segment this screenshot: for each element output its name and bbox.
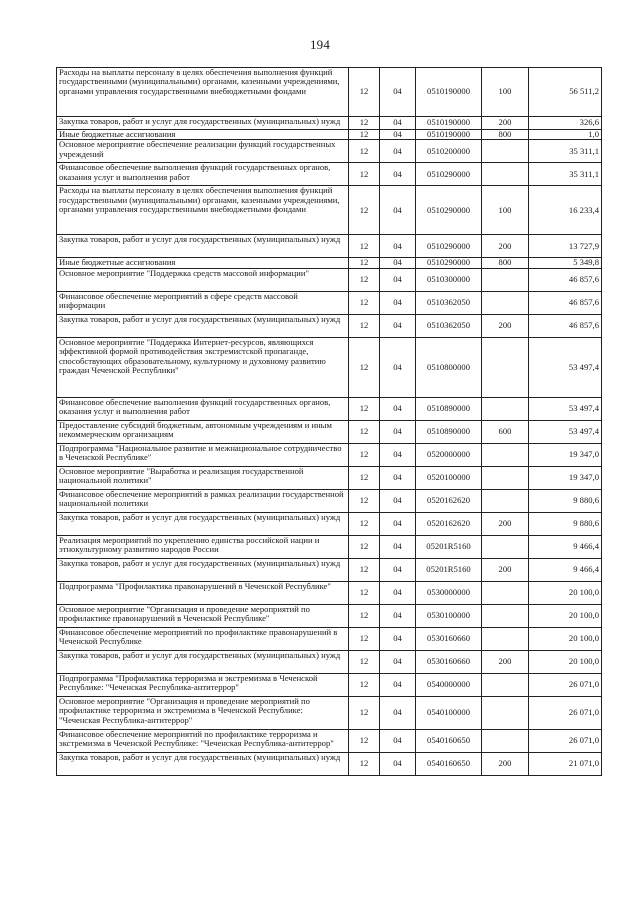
expense-type-code <box>482 581 529 604</box>
subsection-code: 04 <box>380 535 416 558</box>
amount: 326,6 <box>529 117 602 130</box>
amount: 26 071,0 <box>529 729 602 752</box>
amount: 26 071,0 <box>529 673 602 696</box>
item-name: Основное мероприятие "Поддержка средств массовой информации" <box>57 268 349 291</box>
target-code: 05201R5160 <box>416 535 482 558</box>
item-name: Расходы на выплаты персоналу в целях обеспечения выполнения функций государственными (муниципальными) органами, казенными учреждениями, органами управления государственными внебюджетными фондами <box>57 68 349 117</box>
amount: 20 100,0 <box>529 650 602 673</box>
expense-type-code: 200 <box>482 752 529 775</box>
subsection-code: 04 <box>380 604 416 627</box>
subsection-code: 04 <box>380 558 416 581</box>
expense-type-code <box>482 604 529 627</box>
target-code: 0510362050 <box>416 291 482 314</box>
section-code: 12 <box>349 535 380 558</box>
item-name: Подпрограмма "Профилактика правонарушений в Чеченской Республике" <box>57 581 349 604</box>
target-code: 0530000000 <box>416 581 482 604</box>
section-code: 12 <box>349 627 380 650</box>
target-code: 0510190000 <box>416 117 482 130</box>
table-row <box>57 489 602 512</box>
table-row <box>57 291 602 314</box>
page-number: 194 <box>309 37 331 52</box>
amount: 9 466,4 <box>529 535 602 558</box>
amount: 46 857,6 <box>529 314 602 337</box>
amount: 19 347,0 <box>529 466 602 489</box>
expense-type-code: 200 <box>482 117 529 130</box>
section-code: 12 <box>349 258 380 268</box>
target-code: 0510300000 <box>416 268 482 291</box>
table-row <box>57 314 602 337</box>
expense-type-code: 800 <box>482 130 529 140</box>
table-row <box>57 130 602 140</box>
table-row <box>57 512 602 535</box>
amount: 26 071,0 <box>529 696 602 729</box>
section-code: 12 <box>349 314 380 337</box>
target-code: 0520162620 <box>416 489 482 512</box>
target-code: 0540160650 <box>416 729 482 752</box>
table-row <box>57 581 602 604</box>
subsection-code: 04 <box>380 291 416 314</box>
subsection-code: 04 <box>380 650 416 673</box>
target-code: 0510362050 <box>416 314 482 337</box>
subsection-code: 04 <box>380 337 416 397</box>
expense-type-code <box>482 443 529 466</box>
amount: 46 857,6 <box>529 291 602 314</box>
amount: 20 100,0 <box>529 581 602 604</box>
section-code: 12 <box>349 443 380 466</box>
target-code: 0510190000 <box>416 130 482 140</box>
expense-type-code <box>482 729 529 752</box>
expense-type-code: 100 <box>482 68 529 117</box>
table-row <box>57 268 602 291</box>
amount: 1,0 <box>529 130 602 140</box>
item-name: Закупка товаров, работ и услуг для государственных (муниципальных) нужд <box>57 235 349 258</box>
section-code: 12 <box>349 140 380 163</box>
table-row <box>57 397 602 420</box>
item-name: Финансовое обеспечение мероприятий в сфере средств массовой информации <box>57 291 349 314</box>
target-code: 0540160650 <box>416 752 482 775</box>
expense-type-code <box>482 397 529 420</box>
subsection-code: 04 <box>380 68 416 117</box>
expense-type-code: 200 <box>482 235 529 258</box>
target-code: 0540000000 <box>416 673 482 696</box>
section-code: 12 <box>349 235 380 258</box>
subsection-code: 04 <box>380 186 416 235</box>
subsection-code: 04 <box>380 581 416 604</box>
target-code: 0540100000 <box>416 696 482 729</box>
item-name: Расходы на выплаты персоналу в целях обеспечения выполнения функций государственными (муниципальными) органами, казенными учреждениями, органами управления государственными внебюджетными фондами <box>57 186 349 235</box>
section-code: 12 <box>349 558 380 581</box>
item-name: Закупка товаров, работ и услуг для государственных (муниципальных) нужд <box>57 117 349 130</box>
target-code: 0510290000 <box>416 235 482 258</box>
item-name: Предоставление субсидий бюджетным, автономным учреждениям и иным некоммерческим организациям <box>57 420 349 443</box>
table-row <box>57 117 602 130</box>
expense-type-code <box>482 291 529 314</box>
target-code: 0530100000 <box>416 604 482 627</box>
table-row <box>57 337 602 397</box>
subsection-code: 04 <box>380 397 416 420</box>
target-code: 0510200000 <box>416 140 482 163</box>
table-row <box>57 696 602 729</box>
expense-type-code <box>482 627 529 650</box>
section-code: 12 <box>349 729 380 752</box>
subsection-code: 04 <box>380 268 416 291</box>
target-code: 0530160660 <box>416 627 482 650</box>
amount: 9 880,6 <box>529 512 602 535</box>
table-row <box>57 420 602 443</box>
item-name: Подпрограмма "Национальное развитие и межнациональное сотрудничество в Чеченской Республике" <box>57 443 349 466</box>
target-code: 0530160660 <box>416 650 482 673</box>
subsection-code: 04 <box>380 117 416 130</box>
subsection-code: 04 <box>380 235 416 258</box>
subsection-code: 04 <box>380 314 416 337</box>
expense-type-code <box>482 466 529 489</box>
target-code: 0510890000 <box>416 397 482 420</box>
table-row <box>57 604 602 627</box>
target-code: 0510190000 <box>416 68 482 117</box>
item-name: Финансовое обеспечение выполнения функций государственных органов, оказания услуг и выполнения работ <box>57 397 349 420</box>
table-row <box>57 68 602 117</box>
target-code: 0510890000 <box>416 420 482 443</box>
budget-table <box>56 67 602 776</box>
table-row <box>57 235 602 258</box>
amount: 53 497,4 <box>529 397 602 420</box>
expense-type-code: 200 <box>482 314 529 337</box>
table-row <box>57 140 602 163</box>
expense-type-code: 200 <box>482 650 529 673</box>
section-code: 12 <box>349 673 380 696</box>
expense-type-code: 800 <box>482 258 529 268</box>
target-code: 05201R5160 <box>416 558 482 581</box>
item-name: Закупка товаров, работ и услуг для государственных (муниципальных) нужд <box>57 650 349 673</box>
item-name: Закупка товаров, работ и услуг для государственных (муниципальных) нужд <box>57 752 349 775</box>
section-code: 12 <box>349 512 380 535</box>
amount: 53 497,4 <box>529 420 602 443</box>
table-row <box>57 443 602 466</box>
amount: 53 497,4 <box>529 337 602 397</box>
table-row <box>57 627 602 650</box>
expense-type-code: 200 <box>482 558 529 581</box>
table-row <box>57 163 602 186</box>
expense-type-code <box>482 268 529 291</box>
expense-type-code: 600 <box>482 420 529 443</box>
section-code: 12 <box>349 163 380 186</box>
expense-type-code <box>482 696 529 729</box>
item-name: Закупка товаров, работ и услуг для государственных (муниципальных) нужд <box>57 512 349 535</box>
amount: 56 511,2 <box>529 68 602 117</box>
expense-type-code: 200 <box>482 512 529 535</box>
expense-type-code <box>482 163 529 186</box>
section-code: 12 <box>349 337 380 397</box>
subsection-code: 04 <box>380 443 416 466</box>
subsection-code: 04 <box>380 163 416 186</box>
expense-type-code: 100 <box>482 186 529 235</box>
amount: 19 347,0 <box>529 443 602 466</box>
table-row <box>57 186 602 235</box>
section-code: 12 <box>349 581 380 604</box>
item-name: Основное мероприятие "Организация и проведение мероприятий по профилактике правонарушений в Чеченской Республике" <box>57 604 349 627</box>
table-row <box>57 729 602 752</box>
table-row <box>57 673 602 696</box>
amount: 9 466,4 <box>529 558 602 581</box>
item-name: Финансовое обеспечение выполнения функций государственных органов, оказания услуг и выполнения работ <box>57 163 349 186</box>
subsection-code: 04 <box>380 258 416 268</box>
amount: 13 727,9 <box>529 235 602 258</box>
table-row <box>57 558 602 581</box>
target-code: 0520100000 <box>416 466 482 489</box>
section-code: 12 <box>349 68 380 117</box>
table-row <box>57 535 602 558</box>
target-code: 0520162620 <box>416 512 482 535</box>
subsection-code: 04 <box>380 489 416 512</box>
target-code: 0510290000 <box>416 163 482 186</box>
item-name: Иные бюджетные ассигнования <box>57 130 349 140</box>
subsection-code: 04 <box>380 752 416 775</box>
section-code: 12 <box>349 752 380 775</box>
subsection-code: 04 <box>380 729 416 752</box>
expense-type-code <box>482 673 529 696</box>
expense-type-code <box>482 489 529 512</box>
item-name: Основное мероприятие "Организация и проведение мероприятий по профилактике терроризма и экстремизма в Чеченской Республике: "Чеченская Республика-антитеррор" <box>57 696 349 729</box>
amount: 35 311,1 <box>529 140 602 163</box>
item-name: Закупка товаров, работ и услуг для государственных (муниципальных) нужд <box>57 314 349 337</box>
subsection-code: 04 <box>380 512 416 535</box>
amount: 46 857,6 <box>529 268 602 291</box>
table-row <box>57 650 602 673</box>
item-name: Основное мероприятие обеспечение реализации функций государственных учреждений <box>57 140 349 163</box>
item-name: Иные бюджетные ассигнования <box>57 258 349 268</box>
section-code: 12 <box>349 696 380 729</box>
subsection-code: 04 <box>380 140 416 163</box>
amount: 9 880,6 <box>529 489 602 512</box>
section-code: 12 <box>349 420 380 443</box>
item-name: Подпрограмма "Профилактика терроризма и экстремизма в Чеченской Республике: "Чеченская Республика-антитеррор" <box>57 673 349 696</box>
target-code: 0510290000 <box>416 258 482 268</box>
expense-type-code <box>482 140 529 163</box>
section-code: 12 <box>349 130 380 140</box>
section-code: 12 <box>349 466 380 489</box>
section-code: 12 <box>349 604 380 627</box>
subsection-code: 04 <box>380 466 416 489</box>
section-code: 12 <box>349 650 380 673</box>
subsection-code: 04 <box>380 696 416 729</box>
item-name: Закупка товаров, работ и услуг для государственных (муниципальных) нужд <box>57 558 349 581</box>
table-row <box>57 466 602 489</box>
item-name: Основное мероприятие "Выработка и реализация государственной национальной политики" <box>57 466 349 489</box>
amount: 35 311,1 <box>529 163 602 186</box>
amount: 16 233,4 <box>529 186 602 235</box>
amount: 21 071,0 <box>529 752 602 775</box>
table-row <box>57 258 602 268</box>
item-name: Финансовое обеспечение мероприятий в рамках реализации государственной национальной политики <box>57 489 349 512</box>
section-code: 12 <box>349 397 380 420</box>
section-code: 12 <box>349 291 380 314</box>
item-name: Реализация мероприятий по укреплению единства российской нации и этнокультурному развитию народов России <box>57 535 349 558</box>
item-name: Основное мероприятие "Поддержка Интернет-ресурсов, являющихся эффективной формой противодействия экстремистской пропаганде, способствующих образовательному, культурному и духовному развитию граждан Чеченской Республики" <box>57 337 349 397</box>
target-code: 0510800000 <box>416 337 482 397</box>
budget-table-body <box>57 68 602 776</box>
target-code: 0520000000 <box>416 443 482 466</box>
subsection-code: 04 <box>380 673 416 696</box>
item-name: Финансовое обеспечение мероприятий по профилактике терроризма и экстремизма в Чеченской Республике: "Чеченская Республика-антитеррор" <box>57 729 349 752</box>
subsection-code: 04 <box>380 420 416 443</box>
section-code: 12 <box>349 489 380 512</box>
table-row <box>57 752 602 775</box>
section-code: 12 <box>349 268 380 291</box>
target-code: 0510290000 <box>416 186 482 235</box>
expense-type-code <box>482 337 529 397</box>
amount: 20 100,0 <box>529 604 602 627</box>
section-code: 12 <box>349 186 380 235</box>
subsection-code: 04 <box>380 627 416 650</box>
amount: 20 100,0 <box>529 627 602 650</box>
expense-type-code <box>482 535 529 558</box>
subsection-code: 04 <box>380 130 416 140</box>
section-code: 12 <box>349 117 380 130</box>
item-name: Финансовое обеспечение мероприятий по профилактике правонарушений в Чеченской Республике <box>57 627 349 650</box>
amount: 5 349,8 <box>529 258 602 268</box>
